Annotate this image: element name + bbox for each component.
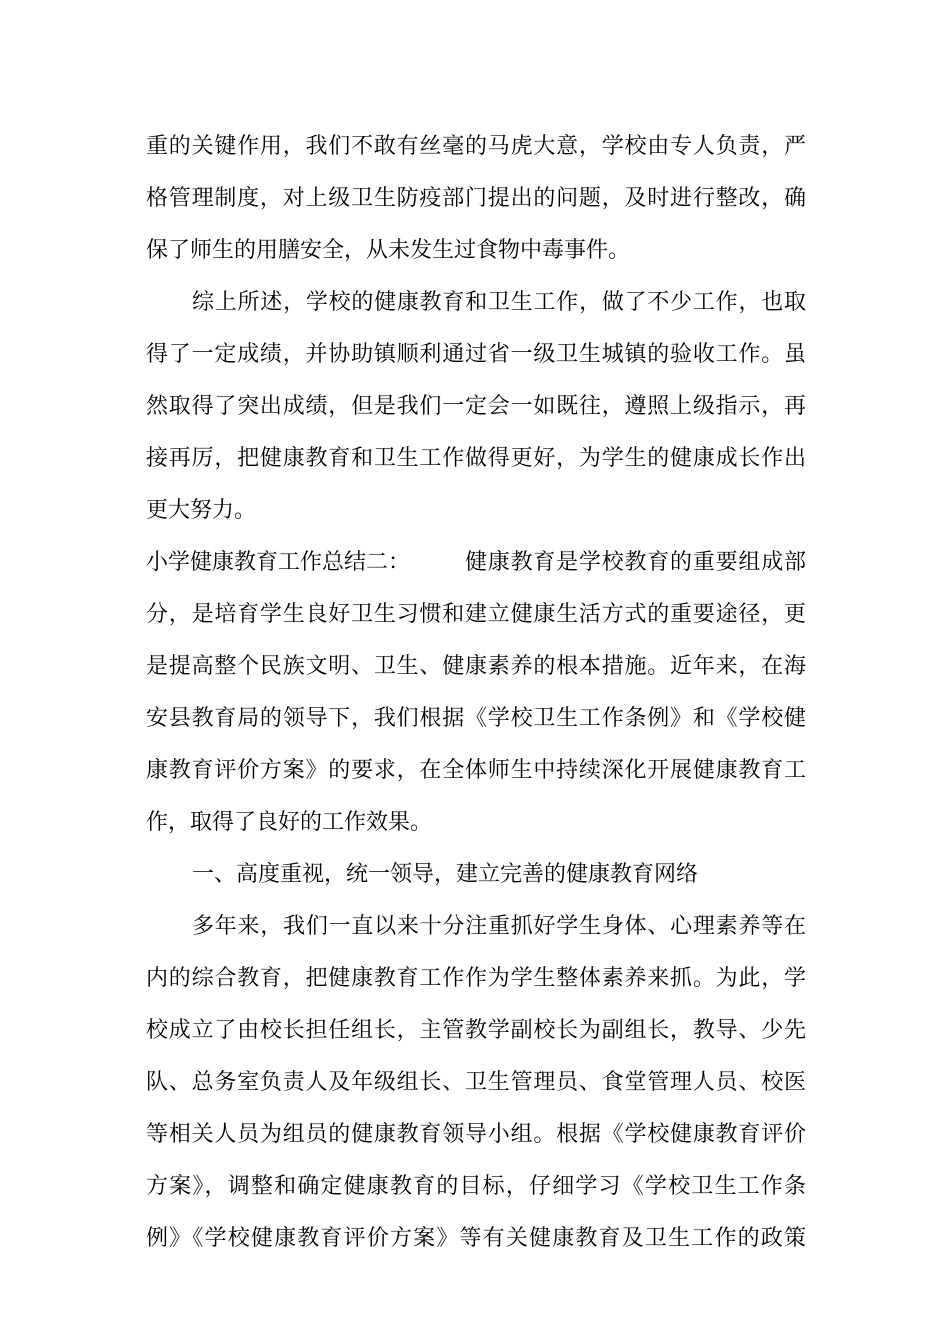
text-line: 然取得了突出成绩，但是我们一定会一如既往，遵照上级指示，再 <box>146 394 806 419</box>
heading-trailing-text: 健康教育是学校教育的重要组成部 <box>465 550 806 575</box>
text-line: 作，取得了良好的工作效果。 <box>146 810 433 835</box>
text-line: 分，是培育学生良好卫生习惯和建立健康生活方式的重要途径，更 <box>146 602 806 627</box>
subheading: 一、高度重视，统一领导，建立完善的健康教育网络 <box>192 862 699 887</box>
text-line: 等相关人员为组员的健康教育领导小组。根据《学校健康教育评价 <box>146 1122 806 1147</box>
text-line: 是提高整个民族文明、卫生、健康素养的根本措施。近年来，在海 <box>146 654 806 679</box>
section-heading: 小学健康教育工作总结二： <box>146 550 411 575</box>
text-line: 更大努力。 <box>146 498 257 523</box>
text-line: 安县教育局的领导下，我们根据《学校卫生工作条例》和《学校健 <box>146 706 806 731</box>
paragraph-first-line: 综上所述，学校的健康教育和卫生工作，做了不少工作，也取 <box>192 290 806 315</box>
text-line: 校成立了由校长担任组长，主管教学副校长为副组长，教导、少先 <box>146 1018 806 1043</box>
text-line: 重的关键作用，我们不敢有丝毫的马虎大意，学校由专人负责，严 <box>146 134 806 159</box>
text-line: 队、总务室负责人及年级组长、卫生管理员、食堂管理人员、校医 <box>146 1070 806 1095</box>
text-line: 接再厉，把健康教育和卫生工作做得更好，为学生的健康成长作出 <box>146 446 806 471</box>
text-line: 例》《学校健康教育评价方案》等有关健康教育及卫生工作的政策 <box>146 1226 806 1251</box>
text-line: 得了一定成绩，并协助镇顺利通过省一级卫生城镇的验收工作。虽 <box>146 342 806 367</box>
text-line: 格管理制度，对上级卫生防疫部门提出的问题，及时进行整改，确 <box>146 186 806 211</box>
text-line: 康教育评价方案》的要求，在全体师生中持续深化开展健康教育工 <box>146 758 806 783</box>
text-line: 方案》，调整和确定健康教育的目标，仔细学习《学校卫生工作条 <box>146 1174 806 1199</box>
text-line: 内的综合教育，把健康教育工作作为学生整体素养来抓。为此，学 <box>146 966 806 991</box>
paragraph-first-line: 多年来，我们一直以来十分注重抓好学生身体、心理素养等在 <box>192 914 806 939</box>
text-line: 保了师生的用膳安全，从未发生过食物中毒事件。 <box>146 238 631 263</box>
section-heading-line <box>146 543 806 583</box>
